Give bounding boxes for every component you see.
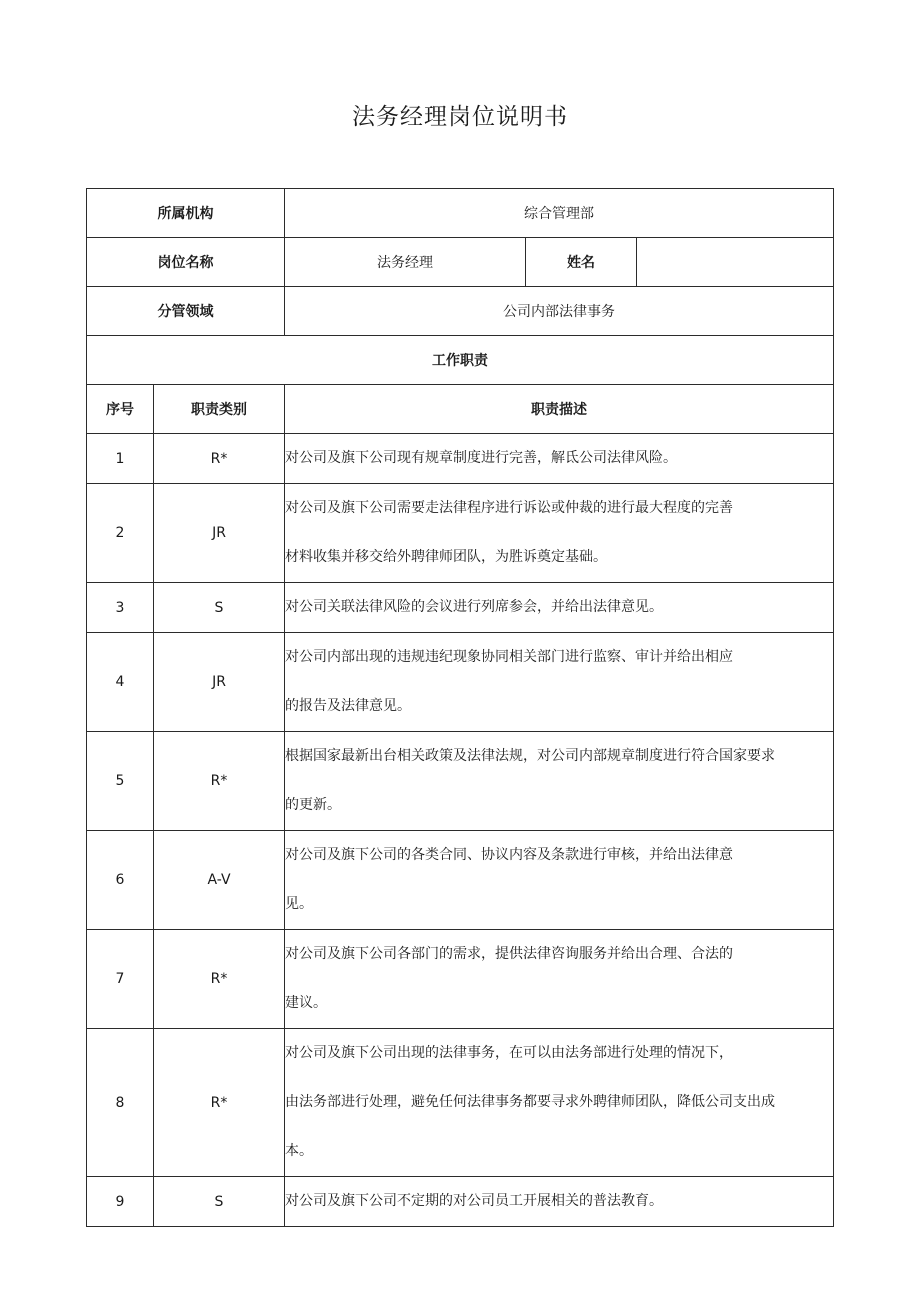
domain-label: 分管领域 <box>87 287 285 336</box>
page-title: 法务经理岗位说明书 <box>352 104 568 130</box>
table-row <box>87 1029 834 1177</box>
duty-index: 1 <box>87 434 154 484</box>
domain-row <box>87 287 834 336</box>
table-row <box>87 930 834 1029</box>
table-row <box>87 484 834 583</box>
duty-category: R* <box>154 434 285 484</box>
duty-description-line: 对公司及旗下公司的各类合同、协议内容及条款进行审核，并给出法律意 <box>285 847 733 863</box>
duty-description-line: 对公司及旗下公司现有规章制度进行完善，解氐公司法律风险。 <box>285 450 677 466</box>
duty-description <box>285 583 834 633</box>
domain-value: 公司内部法律事务 <box>285 287 834 336</box>
table-row <box>87 831 834 930</box>
duty-description <box>285 1177 834 1227</box>
duty-description-line: 的报告及法律意见。 <box>285 698 411 714</box>
duty-description-line: 见。 <box>285 896 313 912</box>
name-label: 姓名 <box>526 238 637 287</box>
duty-index: 2 <box>87 484 154 583</box>
duty-description-line: 建议。 <box>285 995 327 1011</box>
duty-category: S <box>154 583 285 633</box>
duty-description-line: 本。 <box>285 1143 313 1159</box>
duty-category: JR <box>154 484 285 583</box>
duty-description-line: 对公司关联法律风险的会议进行列席参会，并给出法律意见。 <box>285 599 663 615</box>
duty-description <box>285 831 834 930</box>
duty-description <box>285 732 834 831</box>
duty-index: 7 <box>87 930 154 1029</box>
table-row <box>87 732 834 831</box>
duty-index: 8 <box>87 1029 154 1177</box>
duty-category: A-V <box>154 831 285 930</box>
duty-description <box>285 930 834 1029</box>
table-row <box>87 1177 834 1227</box>
org-value: 综合管理部 <box>285 189 834 238</box>
section-title: 工作职责 <box>87 336 834 385</box>
duty-category: S <box>154 1177 285 1227</box>
section-row <box>87 336 834 385</box>
name-value[interactable] <box>637 238 834 287</box>
position-value: 法务经理 <box>285 238 526 287</box>
duty-index: 6 <box>87 831 154 930</box>
duty-description-line: 由法务部进行处理，避免任何法律事务都要寻求外聘律师团队，降低公司支出成 <box>285 1094 775 1110</box>
duty-description-line: 对公司及旗下公司需要走法律程序进行诉讼或仲裁的进行最大程度的完善 <box>285 500 733 516</box>
table-row <box>87 583 834 633</box>
duty-description <box>285 1029 834 1177</box>
duty-description <box>285 633 834 732</box>
duty-description <box>285 484 834 583</box>
header-index: 序号 <box>87 385 154 434</box>
table-row <box>87 434 834 484</box>
duty-description-line: 的更新。 <box>285 797 341 813</box>
job-description-table <box>86 188 834 1227</box>
table-row <box>87 633 834 732</box>
duty-description-line: 材料收集并移交给外聘律师团队，为胜诉奠定基础。 <box>285 549 607 565</box>
duty-description <box>285 434 834 484</box>
header-row <box>87 385 834 434</box>
duty-index: 5 <box>87 732 154 831</box>
duty-description-line: 对公司及旗下公司各部门的需求，提供法律咨询服务并给出合理、合法的 <box>285 946 733 962</box>
duty-rows <box>87 434 834 1227</box>
duty-index: 4 <box>87 633 154 732</box>
duty-index: 9 <box>87 1177 154 1227</box>
duty-category: R* <box>154 930 285 1029</box>
duty-description-line: 对公司内部出现的违规违纪现象协同相关部门进行监察、审计并给出相应 <box>285 649 733 665</box>
duty-category: R* <box>154 732 285 831</box>
position-label: 岗位名称 <box>87 238 285 287</box>
duty-index: 3 <box>87 583 154 633</box>
org-label: 所属机构 <box>87 189 285 238</box>
duty-description-line: 对公司及旗下公司不定期的对公司员工开展相关的普法教育。 <box>285 1193 663 1209</box>
duty-category: R* <box>154 1029 285 1177</box>
position-row <box>87 238 834 287</box>
header-description: 职责描述 <box>285 385 834 434</box>
duty-description-line: 根据国家最新出台相关政策及法律法规，对公司内部规章制度进行符合国家要求 <box>285 748 775 764</box>
header-category: 职责类别 <box>154 385 285 434</box>
org-row <box>87 189 834 238</box>
duty-description-line: 对公司及旗下公司出现的法律事务，在可以由法务部进行处理的情况下， <box>285 1045 733 1061</box>
duty-category: JR <box>154 633 285 732</box>
